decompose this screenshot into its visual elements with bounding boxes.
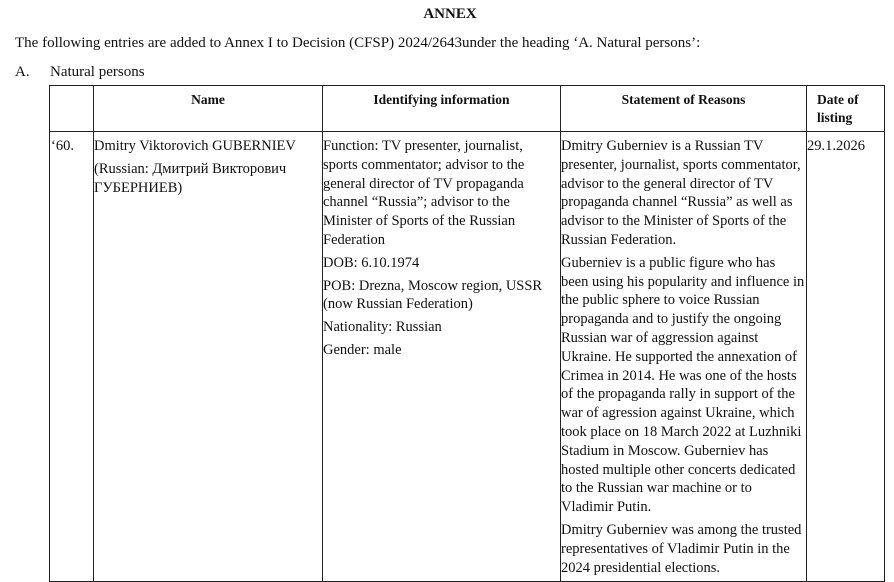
entry-name: Dmitry Viktorovich GUBERNIEV	[94, 138, 296, 154]
entry-date: 29.1.2026	[807, 132, 885, 582]
entry-reasons-cell	[561, 132, 807, 582]
ident-function: Function: TV presenter, journalist, sports commentator; advisor to the general director of TV propaganda channel “Russia”; advisor to the Minister of Sports of the Russian Federation	[323, 138, 525, 248]
ident-pob: POB: Drezna, Moscow region, USSR (now Russian Federation)	[323, 277, 543, 313]
header-name: Name	[94, 86, 323, 132]
ident-gender: Gender: male	[323, 341, 402, 358]
ident-dob: DOB: 6.10.1974	[323, 254, 420, 271]
header-statement-of-reasons: Statement of Reasons	[561, 86, 807, 132]
entry-name-cell	[94, 132, 323, 582]
annex-heading: ANNEX	[423, 6, 477, 22]
section-letter: A.	[15, 64, 30, 80]
reason-paragraph-2: Guberniev is a public figure who has been using his popularity and influence in the public sphere to voice Russian propaganda and to justify the ongoing Russian war of aggression against Ukraine. He supported the annexation of Crimea in 2014. He was one of the hosts of the propaganda rally in support of the war of agression against Ukraine, which took place on 18 March 2022 at Luzhniki Stadium in Moscow. Guberniev has hosted multiple other concerts dedicated to the Russian war machine or to Vladimir Putin.	[561, 254, 805, 516]
entry-number: ‘60.	[50, 132, 94, 582]
table-header-row	[50, 86, 885, 132]
header-number	[50, 86, 94, 132]
section-title: Natural persons	[50, 64, 145, 80]
entry-identifying-cell	[323, 132, 561, 582]
header-identifying-information: Identifying information	[323, 86, 561, 132]
table-row	[50, 132, 885, 582]
reason-paragraph-1: Dmitry Guberniev is a Russian TV presenter, journalist, sports commentator, advisor to the general director of TV propaganda channel “Russia” as well as advisor to the Minister of Sports of the Russian Federation.	[561, 138, 801, 248]
entry-name-native: (Russian: Дмитрий Викторович ГУБЕРНИЕВ)	[94, 160, 287, 196]
ident-nationality: Nationality: Russian	[323, 319, 442, 336]
header-date-of-listing: Date of listing	[807, 86, 885, 132]
intro-text: The following entries are added to Annex I to Decision (CFSP) 2024/2643under the heading ‘A. Natural persons’:	[15, 35, 701, 51]
reason-paragraph-3: Dmitry Guberniev was among the trusted representatives of Vladimir Putin in the 2024 presidential elections.	[561, 521, 802, 576]
sanctions-table	[49, 85, 885, 582]
